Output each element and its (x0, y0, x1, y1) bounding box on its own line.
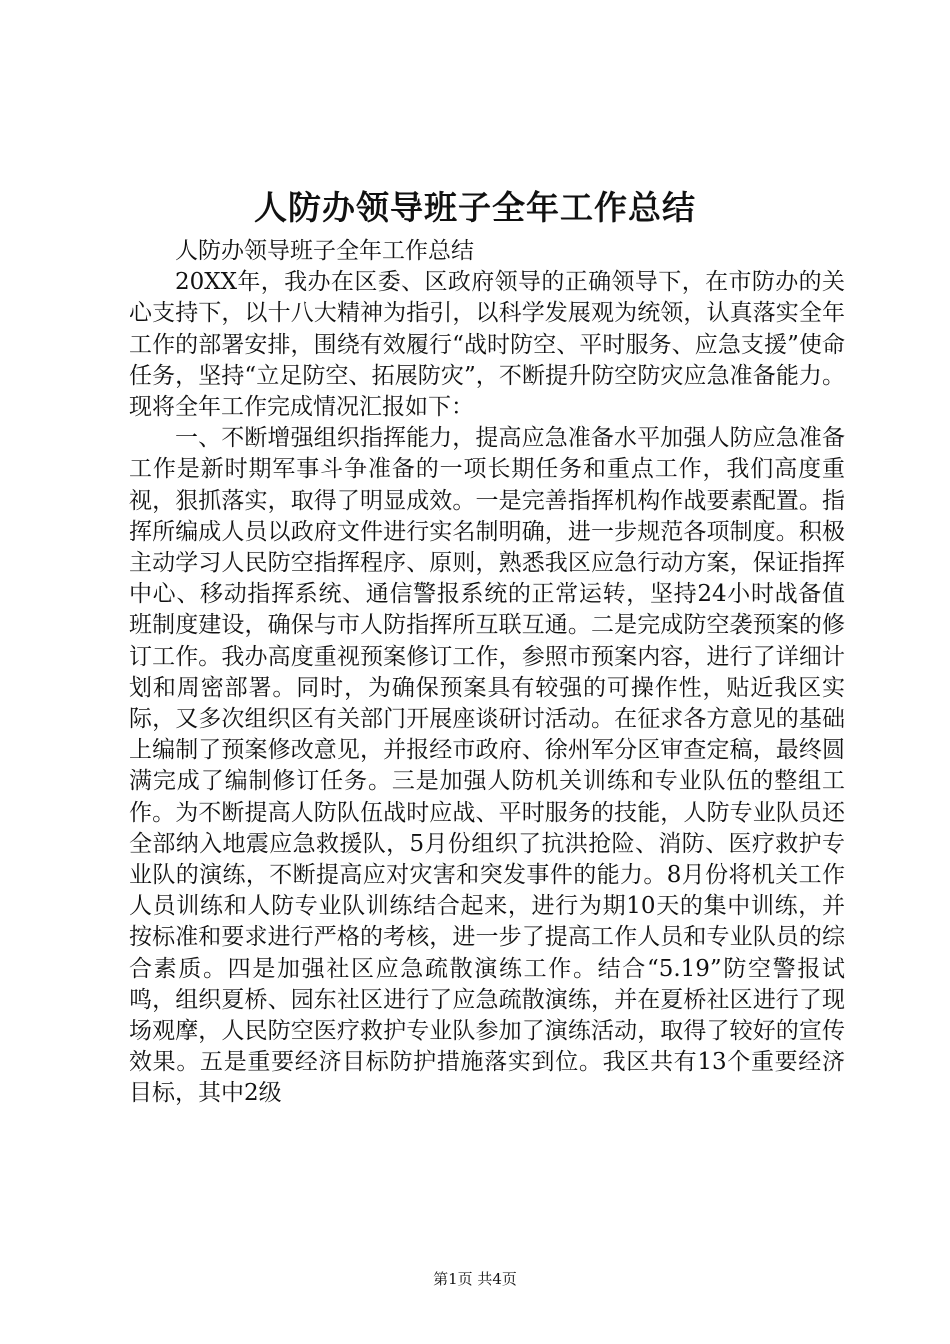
intro-paragraph: 20XX年，我办在区委、区政府领导的正确领导下，在市防办的关心支持下，以十八大精神为指引，以科学发展观为统领，认真落实全年工作的部署安排，围绕有效履行“战时防空、平时服务、应急支援”使命任务，坚持“立足防空、拓展防灾”，不断提升防空防灾应急准备能力。现将全年工作完成情况汇报如下： (129, 269, 845, 421)
document-body (129, 236, 845, 1110)
document-title: 人防办领导班子全年工作总结 (254, 188, 696, 227)
page-number: 第1页 共4页 (433, 1270, 517, 1288)
section-one-paragraph: 一、不断增强组织指挥能力，提高应急准备水平加强人防应急准备工作是新时期军事斗争准备的一项长期任务和重点工作，我们高度重视，狠抓落实，取得了明显成效。一是完善指挥机构作战要素配置。指挥所编成人员以政府文件进行实名制明确，进一步规范各项制度。积极主动学习人民防空指挥程序、原则，熟悉我区应急行动方案，保证指挥中心、移动指挥系统、通信警报系统的正常运转，坚持24小时战备值班制度建设，确保与市人防指挥所互联互通。二是完成防空袭预案的修订工作。我办高度重视预案修订工作，参照市预案内容，进行了详细计划和周密部署。同时，为确保预案具有较强的可操作性，贴近我区实际，又多次组织区有关部门开展座谈研讨活动。在征求各方意见的基础上编制了预案修改意见，并报经市政府、徐州军分区审查定稿，最终圆满完成了编制修订任务。三是加强人防机关训练和专业队伍的整组工作。为不断提高人防队伍战时应战、平时服务的技能，人防专业队员还全部纳入地震应急救援队，5月份组织了抗洪抢险、消防、医疗救护专业队的演练，不断提高应对灾害和突发事件的能力。8月份将机关工作人员训练和人防专业队训练结合起来，进行为期10天的集中训练，并按标准和要求进行严格的考核，进一步了提高工作人员和专业队员的综合素质。四是加强社区应急疏散演练工作。结合“5.19”防空警报试鸣，组织夏桥、园东社区进行了应急疏散演练，并在夏桥社区进行了现场观摩，人民防空医疗救护专业队参加了演练活动，取得了较好的宣传效果。五是重要经济目标防护措施落实到位。我区共有13个重要经济目标，其中2级 (129, 425, 845, 1107)
subtitle-paragraph: 人防办领导班子全年工作总结 (175, 238, 474, 264)
